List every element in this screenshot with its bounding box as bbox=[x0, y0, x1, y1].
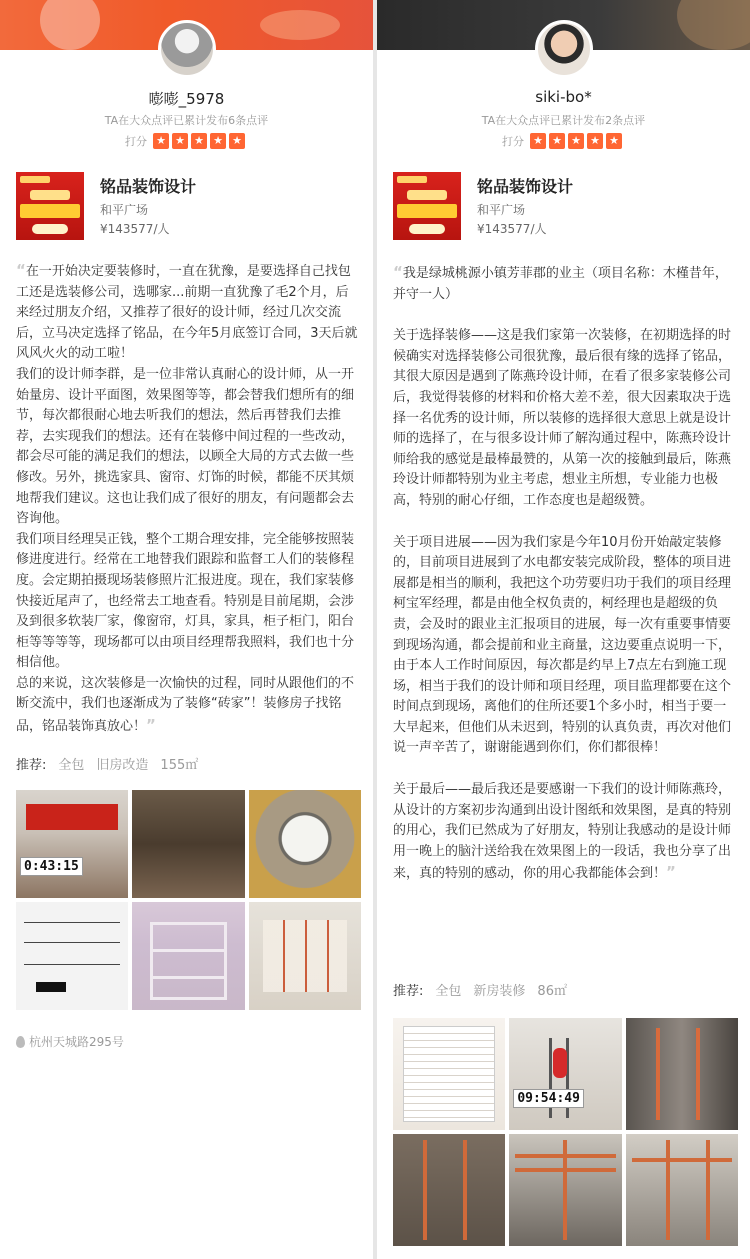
shop-name: 铭品装饰设计 bbox=[477, 177, 574, 196]
shop-card[interactable] bbox=[393, 172, 734, 240]
user-review-count: TA在大众点评已累计发布6条点评 bbox=[104, 114, 269, 127]
recommend-label: 推荐: bbox=[393, 984, 424, 999]
shop-price: ¥143577/人 bbox=[100, 222, 170, 236]
review-photo[interactable] bbox=[626, 1134, 738, 1246]
recommend-tag: 新房装修 bbox=[473, 984, 526, 999]
avatar[interactable] bbox=[158, 20, 216, 78]
photo-grid bbox=[393, 1018, 738, 1246]
shop-area: 和平广场 bbox=[477, 203, 526, 217]
rating bbox=[377, 133, 750, 149]
recommend-row bbox=[393, 980, 567, 999]
review-paragraph: 关于选择装修——这是我们家第一次装修，在初期选择的时候确实对选择装修公司很犹豫，最后很有缘的选择了铭品，其很大原因是遇到了陈燕玲设计师，在看了很多家装修公司后，我觉得装修的材料和价格大差不差，很大因素取决于选择一名优秀的设计师，所以装修的选择很大意思上就是设计师的选择了，在与很多设计师了解沟通过程中，陈燕玲设计师给我的感觉是最棒最赞的，从第一次的接触到最后，陈燕玲设计师都特别为业主考虑，想业主所想，专业能力也极高，特别的耐心仔细，工作态度也是超级赞。 bbox=[393, 328, 732, 508]
shop-name: 铭品装饰设计 bbox=[100, 177, 197, 196]
username[interactable]: siki-bo* bbox=[535, 88, 592, 106]
recommend-label: 推荐: bbox=[16, 758, 47, 773]
review-paragraph: 总的来说，这次装修是一次愉快的过程，同时从跟他们的不断交流中，我们也逐渐成为了装修“砖家”！装修房子找铭品，铭品装饰真放心！” bbox=[16, 675, 355, 735]
star-icon: ★ bbox=[210, 133, 226, 149]
address-text: 杭州天城路295号 bbox=[29, 1035, 124, 1049]
recommend-tag: 86㎡ bbox=[537, 984, 567, 999]
star-icon: ★ bbox=[587, 133, 603, 149]
recommend-tag: 155㎡ bbox=[160, 758, 199, 773]
review-photo[interactable] bbox=[132, 790, 244, 898]
star-icon: ★ bbox=[568, 133, 584, 149]
shop-thumbnail bbox=[393, 172, 461, 240]
review-photo[interactable] bbox=[509, 1134, 621, 1246]
review-paragraph: “我是绿城桃源小镇芳菲郡的业主（项目名称：木槿昔年，并守一人） bbox=[393, 263, 728, 302]
review-card-2 bbox=[377, 0, 750, 1259]
review-photo[interactable] bbox=[16, 790, 128, 898]
review-photo[interactable] bbox=[249, 902, 361, 1010]
quote-close-icon: ” bbox=[146, 716, 156, 735]
review-photo[interactable] bbox=[16, 902, 128, 1010]
shop-area: 和平广场 bbox=[100, 203, 149, 217]
rating-label: 打分 bbox=[502, 135, 524, 148]
shop-address[interactable] bbox=[16, 1033, 124, 1050]
review-photo[interactable] bbox=[509, 1018, 621, 1130]
quote-close-icon: ” bbox=[666, 863, 676, 882]
recommend-tag: 全包 bbox=[58, 758, 85, 773]
recommend-tag: 旧房改造 bbox=[96, 758, 149, 773]
recommend-tag: 全包 bbox=[435, 984, 462, 999]
review-paragraph: 我们的设计师李群，是一位非常认真耐心的设计师，从一开始量房、设计平面图，效果图等等，都会替我们想所有的细节，每次都很耐心地去听我们的想法，然后再替我们去推荐，去实现我们的想法。还有在装修中间过程的一些改动，都会尽可能的满足我们的想法，以顾全大局的方式去做一些修改。另外，挑选家具、窗帘、灯饰的时候，都能不厌其烦地帮我们建议。这也让我们成了很好的朋友，有问题都会去咨询他。 bbox=[16, 366, 355, 527]
review-photo[interactable] bbox=[393, 1018, 505, 1130]
quote-open-icon: “ bbox=[393, 263, 403, 281]
recommend-row bbox=[16, 754, 198, 773]
shop-price: ¥143577/人 bbox=[477, 222, 547, 236]
shop-card[interactable] bbox=[16, 172, 357, 240]
review-paragraph: 关于最后——最后我还是要感谢一下我们的设计师陈燕玲，从设计的方案初步沟通到出设计图纸和效果图，是真的特别的用心，我们已然成为了好朋友，特别让我感动的是设计师用一晚上的脑汁送给我在效果图上的一段话，我也分享了出来，真的特别的感动，你的用心我都能体会到！” bbox=[393, 782, 732, 882]
quote-open-icon: “ bbox=[16, 261, 26, 279]
username[interactable]: 嘭嘭_5978 bbox=[148, 90, 225, 108]
review-photo[interactable] bbox=[626, 1018, 738, 1130]
review-photo[interactable] bbox=[132, 902, 244, 1010]
rating-label: 打分 bbox=[125, 135, 147, 148]
star-icon: ★ bbox=[549, 133, 565, 149]
photo-timestamp: 09:54:49 bbox=[513, 1089, 584, 1108]
review-card-1 bbox=[0, 0, 373, 1259]
star-icon: ★ bbox=[153, 133, 169, 149]
review-paragraph: 我们项目经理吴正钱，整个工期合理安排，完全能够按照装修进度进行。经常在工地替我们跟踪和监督工人们的装修程度。会定期拍摄现场装修照片汇报进度。现在，我们家装修快接近尾声了，也经常去工地查看。特别是目前尾期，会涉及到很多软装厂家，像窗帘，灯具，家具，柜子柜门，阳台柜等等等等，现场都可以由项目经理帮我照料，我们也十分相信他。 bbox=[16, 531, 355, 671]
review-paragraph: “在一开始决定要装修时，一直在犹豫，是要选择自己找包工还是选装修公司，选哪家...前期一直犹豫了毛2个月，后来经过朋友介绍，又推荐了很好的设计师，经过几次交流后，立马决定选择了铭品，在今年5月底签订合同，3天后就风风火火的动工啦！ bbox=[16, 261, 358, 362]
review-photo[interactable] bbox=[393, 1134, 505, 1246]
photo-timestamp: 0:43:15 bbox=[20, 857, 83, 876]
avatar[interactable] bbox=[535, 20, 593, 78]
star-icon: ★ bbox=[606, 133, 622, 149]
shop-thumbnail bbox=[16, 172, 84, 240]
review-paragraph: 关于项目进展——因为我们家是今年10月份开始敲定装修的，目前项目进展到了水电都安装完成阶段，整体的项目进展都是相当的顺利，我把这个功劳要归功于我们的项目经理柯宝军经理，都是由他全权负责的，柯经理也是超级的负责，会及时的跟业主汇报项目的进展，每一次有重要事情要到现场沟通，都会提前和业主商量，这边要重点说明一下，由于本人工作时间原因，每次都是约早上7点左右到施工现场，相当于我们的设计师和项目经理，项目监理都要在这个时间点到现场，离他们的住所还要1个多小时，相当于要一大早起来，但他们从未迟到，特别的认真负责，再次对他们说一声辛苦了，谢谢能遇到你们，你们都很棒！ bbox=[393, 534, 732, 756]
photo-grid bbox=[16, 790, 361, 1010]
star-icon: ★ bbox=[172, 133, 188, 149]
star-icon: ★ bbox=[530, 133, 546, 149]
location-pin-icon bbox=[16, 1036, 25, 1048]
star-icon: ★ bbox=[229, 133, 245, 149]
review-photo[interactable] bbox=[249, 790, 361, 898]
user-review-count: TA在大众点评已累计发布2条点评 bbox=[481, 114, 646, 127]
rating bbox=[0, 133, 373, 149]
review-text bbox=[393, 262, 738, 885]
star-icon: ★ bbox=[191, 133, 207, 149]
review-text bbox=[16, 260, 361, 738]
